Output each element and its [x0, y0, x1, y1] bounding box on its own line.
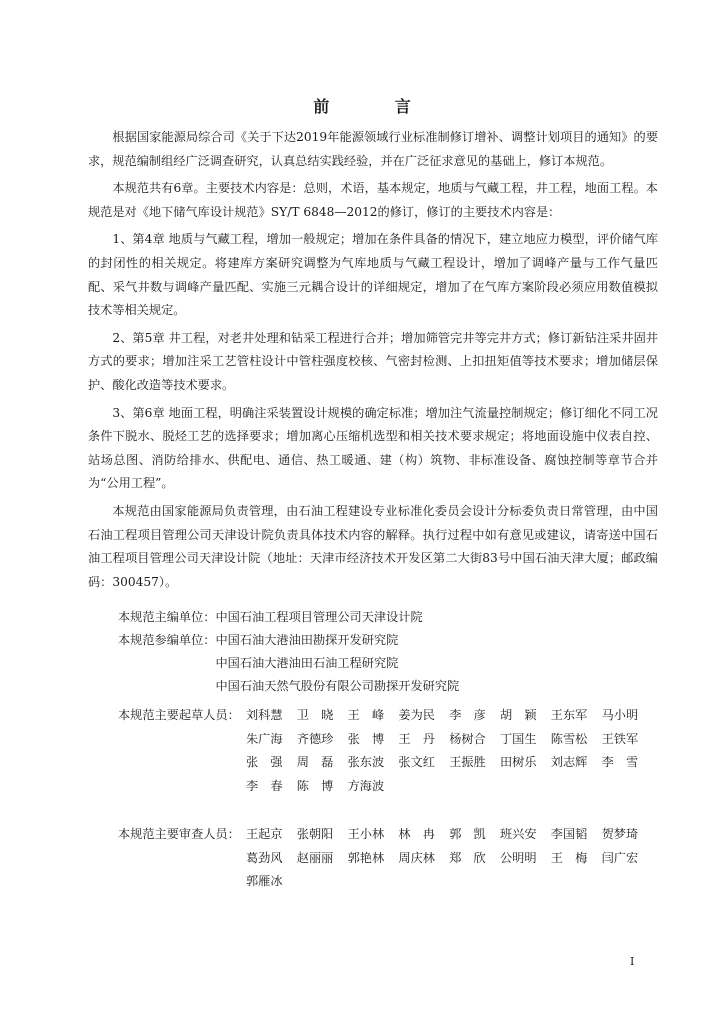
reviewers-name: 李国韬 — [550, 827, 588, 841]
reviewers-name: 郭 凯 — [449, 827, 486, 841]
drafters-name: 方海波 — [347, 778, 385, 793]
drafters-row — [246, 704, 666, 728]
drafters-name: 张东波 — [347, 755, 385, 769]
reviewers-name: 郭艳林 — [347, 850, 385, 865]
reviewers-name: 郑 欣 — [449, 850, 486, 865]
drafters-name: 朱广海 — [246, 731, 283, 746]
reviewers-section — [0, 823, 724, 903]
drafters-name: 李 雪 — [601, 755, 639, 769]
reviewers-name: 公明明 — [499, 850, 537, 865]
page-number: I — [630, 955, 635, 968]
drafters-name: 马小明 — [601, 708, 639, 722]
paragraph: 根据国家能源局综合司《关于下达2019年能源领域行业标准制修订增补、调整计划项目的通知》的要求，规范编制组经广泛调查研究，认真总结实践经验，并在广泛征求意见的基础上，修订本规范。 — [88, 130, 658, 168]
reviewers-label: 本规范主要审查人员： — [118, 827, 240, 841]
drafters-name: 姜为民 — [398, 708, 435, 722]
drafters-name: 王铁军 — [601, 731, 639, 746]
reviewers-name: 葛劲风 — [246, 850, 283, 865]
participating-units — [216, 629, 460, 698]
drafters-name: 张文红 — [398, 755, 435, 769]
paragraph: 1、第4章 地质与气藏工程，增加一般规定；增加在条件具备的情况下，建立地应力模型，评价储气库的封闭性的相关规定。将建库方案研究调整为气库地质与气藏工程设计，增加了调峰产量与工作气量匹配、采气井数与调峰产量匹配、实施三元耦合设计的详细规定，增加了在气库方案阶段必须应用数值模拟技术等相关规定。 — [88, 232, 658, 318]
page-title: 前 言 — [313, 97, 441, 116]
chief-unit: 中国石油工程项目管理公司天津设计院 — [215, 610, 423, 624]
drafters-name: 刘志辉 — [550, 755, 588, 769]
participating-unit: 中国石油大港油田石油工程研究院 — [215, 656, 399, 670]
chief-unit-label: 本规范主编单位： — [118, 610, 216, 624]
drafters-section — [0, 704, 724, 804]
reviewers-row — [246, 823, 666, 847]
drafters-name: 齐德珍 — [296, 731, 334, 746]
paragraph: 本规范由国家能源局负责管理，由石油工程建设专业标准化委员会设计分标委负责日常管理，由中国石油工程项目管理公司天津设计院负责具体技术内容的解释。执行过程中如有意见或建议，请寄送中国石油工程项目管理公司天津设计院（地址：天津市经济技术开发区第二大街83号中国石油天津大厦；邮政编码：300457）。 — [88, 503, 658, 589]
reviewers-name: 张朝阳 — [296, 827, 334, 841]
participating-unit: 中国石油大港油田勘探开发研究院 — [215, 633, 399, 647]
reviewers-grid — [246, 823, 666, 894]
reviewers-name: 王起京 — [246, 827, 283, 841]
drafters-name: 陈 博 — [296, 778, 334, 793]
chief-unit-row — [118, 606, 459, 629]
reviewers-row — [246, 870, 666, 894]
reviewers-name: 郭雁冰 — [246, 874, 283, 888]
paragraph: 3、第6章 地面工程，明确注采装置设计规模的确定标准；增加注气流量控制规定；修订细化不同工况条件下脱水、脱烃工艺的选择要求；增加离心压缩机选型和相关技术要求规定；将地面设施中仪表自控、站场总图、消防给排水、供配电、通信、热工暖通、建（构）筑物、非标准设备、腐蚀控制等章节合并为“公用工程”。 — [88, 405, 658, 491]
paragraph: 2、第5章 井工程，对老井处理和钻采工程进行合并；增加筛管完井等完井方式；修订新钻注采井固井方式的要求；增加注采工艺管柱设计中管柱强度校核、气密封检测、上扣扭矩值等技术要求；增加储层保护、酸化改造等技术要求。 — [88, 330, 658, 392]
reviewers-name: 周庆林 — [398, 850, 435, 865]
drafters-name: 周 磊 — [296, 755, 334, 769]
reviewers-name: 王 梅 — [550, 850, 588, 865]
preface-body — [88, 126, 658, 598]
drafters-name: 李 春 — [246, 778, 283, 793]
reviewers-row — [246, 847, 666, 871]
reviewers-name: 闫广宏 — [601, 850, 639, 865]
reviewers-name: 赵丽丽 — [296, 850, 334, 865]
participating-unit: 中国石油天然气股份有限公司勘探开发研究院 — [215, 679, 460, 693]
drafters-grid — [246, 704, 666, 798]
drafters-label: 本规范主要起草人员： — [118, 708, 240, 722]
drafters-name: 王 丹 — [398, 731, 435, 746]
drafters-row — [246, 751, 666, 775]
drafters-name: 王 峰 — [347, 708, 385, 722]
drafters-row — [246, 728, 666, 752]
participating-unit-label: 本规范参编单位： — [118, 633, 216, 647]
drafters-name: 李 彦 — [449, 708, 486, 722]
participating-unit-row — [118, 629, 459, 698]
drafters-name: 丁国生 — [499, 731, 537, 746]
drafters-name: 田树乐 — [499, 755, 537, 769]
drafters-name: 卫 晓 — [296, 708, 334, 722]
reviewers-name: 林 冉 — [398, 827, 435, 841]
drafters-name: 胡 颖 — [499, 708, 537, 722]
drafters-name: 刘科慧 — [246, 708, 283, 722]
drafters-name: 杨树合 — [449, 731, 486, 746]
drafters-row — [246, 775, 666, 799]
reviewers-name: 王小林 — [347, 827, 385, 841]
drafters-name: 张 强 — [246, 755, 283, 769]
reviewers-name: 贺梦琦 — [601, 827, 639, 841]
editor-units — [118, 606, 459, 698]
drafters-name: 张 博 — [347, 731, 385, 746]
reviewers-name: 班兴安 — [499, 827, 537, 841]
drafters-name: 王振胜 — [449, 755, 486, 769]
paragraph: 本规范共有6章。主要技术内容是：总则，术语，基本规定，地质与气藏工程，井工程，地面工程。本规范是对《地下储气库设计规范》SY/T 6848—2012的修订，修订的主要技术内容是： — [88, 181, 658, 219]
drafters-name: 王东军 — [550, 708, 588, 722]
drafters-name: 陈雪松 — [550, 731, 588, 746]
